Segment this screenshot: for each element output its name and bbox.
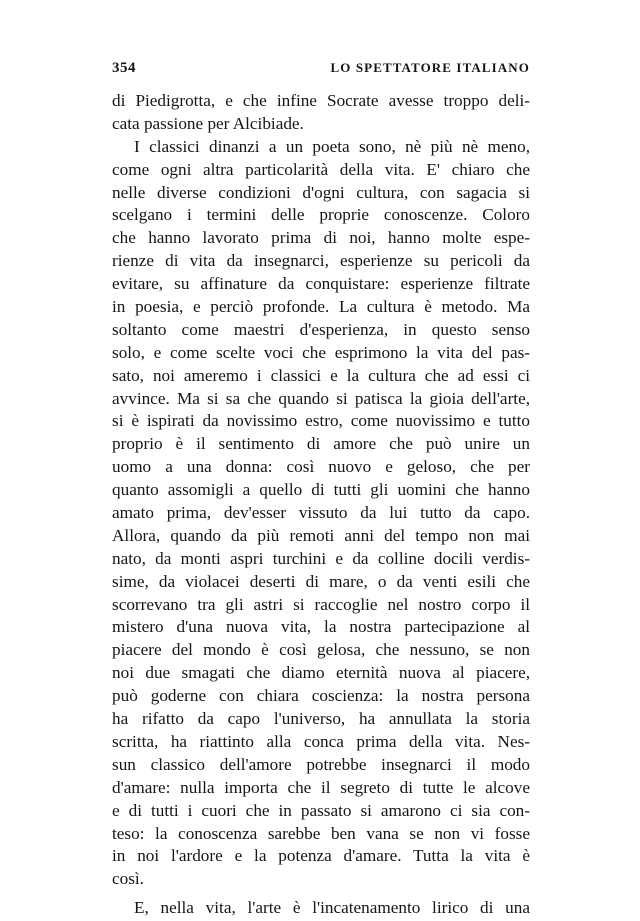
text-line: piacere del mondo è così gelosa, che nessuno, se non (112, 640, 530, 660)
text-line: evitare, su affinature da conquistare: esperienze filtrate (112, 274, 530, 294)
text-line: come ogni altra particolarità della vita. E' chiaro che (112, 159, 530, 179)
text-line: scelgano i termini delle proprie conoscenze. Coloro (112, 205, 530, 225)
text-line: si è ispirati da novissimo estro, come nuovissimo e tutto (112, 411, 530, 431)
text-line: mistero d'una nuova vita, la nostra partecipazione al (112, 617, 530, 637)
paragraph-3 (112, 897, 530, 920)
text-line: avvince. Ma si sa che quando si patisca la gioia dell'arte, (112, 388, 530, 408)
text-line: scorrevano tra gli astri si raccoglie nel nostro corpo il (112, 594, 530, 614)
text-line: I classici dinanzi a un poeta sono, nè più nè meno, (134, 136, 530, 156)
text-line: E, nella vita, l'arte è l'incatenamento lirico di una (134, 898, 530, 918)
text-line: proprio è il sentimento di amore che può unire un (112, 434, 530, 454)
text-line: soltanto come maestri d'esperienza, in questo senso (112, 319, 530, 339)
text-line: teso: la conoscenza sarebbe ben vana se non vi fosse (112, 823, 530, 843)
text-line: cata passione per Alcibiade. (112, 113, 304, 133)
text-line: sun classico dell'amore potrebbe insegnarci il modo (112, 754, 530, 774)
text-line: sato, noi ameremo i classici e la cultura che ad essi ci (112, 365, 530, 385)
text-line: nelle diverse condizioni d'ogni cultura, con sagacia si (112, 182, 530, 202)
text-line: nato, da monti aspri turchini e da colline docili verdis- (112, 548, 530, 568)
text-line: uomo a una donna: così nuovo e geloso, che per (112, 457, 530, 477)
paragraph-1 (112, 90, 530, 136)
page-number: 354 (112, 60, 136, 76)
text-line: d'amare: nulla importa che il segreto di tutte le alcove (112, 777, 530, 797)
text-line: solo, e come scelte voci che esprimono la vita del pas- (112, 342, 530, 362)
book-page (112, 60, 530, 920)
text-line: scritta, ha riattinto alla conca prima della vita. Nes- (112, 731, 530, 751)
text-line: così. (112, 869, 144, 889)
text-line: di Piedigrotta, e che infine Socrate avesse troppo deli- (112, 91, 530, 110)
text-line: quanto assomigli a quello di tutti gli uomini che hanno (112, 480, 530, 500)
text-line: Allora, quando da più remoti anni del tempo non mai (112, 525, 530, 545)
text-line: in noi l'ardore e la potenza d'amare. Tutta la vita è (112, 846, 530, 866)
text-line: può goderne con chiara coscienza: la nostra persona (112, 686, 530, 706)
text-line: rienze di vita da insegnarci, esperienze su pericoli da (112, 251, 530, 271)
text-line: noi due smagati che diamo eternità nuova al piacere, (112, 663, 530, 683)
text-line: in poesia, e perciò profonde. La cultura è metodo. Ma (112, 297, 530, 317)
text-line: che hanno lavorato prima di noi, hanno molte espe- (112, 228, 530, 248)
text-line: ha rifatto da capo l'universo, ha annullata la storia (112, 709, 530, 729)
paragraph-2 (112, 136, 530, 891)
text-line: amato prima, dev'esser vissuto da lui tutto da capo. (112, 503, 530, 523)
running-title: LO SPETTATORE ITALIANO (330, 60, 530, 75)
text-line: e di tutti i cuori che in passato si amarono ci sia con- (112, 800, 530, 820)
text-line: sime, da violacei deserti di mare, o da venti esili che (112, 571, 530, 591)
running-head (112, 60, 530, 90)
